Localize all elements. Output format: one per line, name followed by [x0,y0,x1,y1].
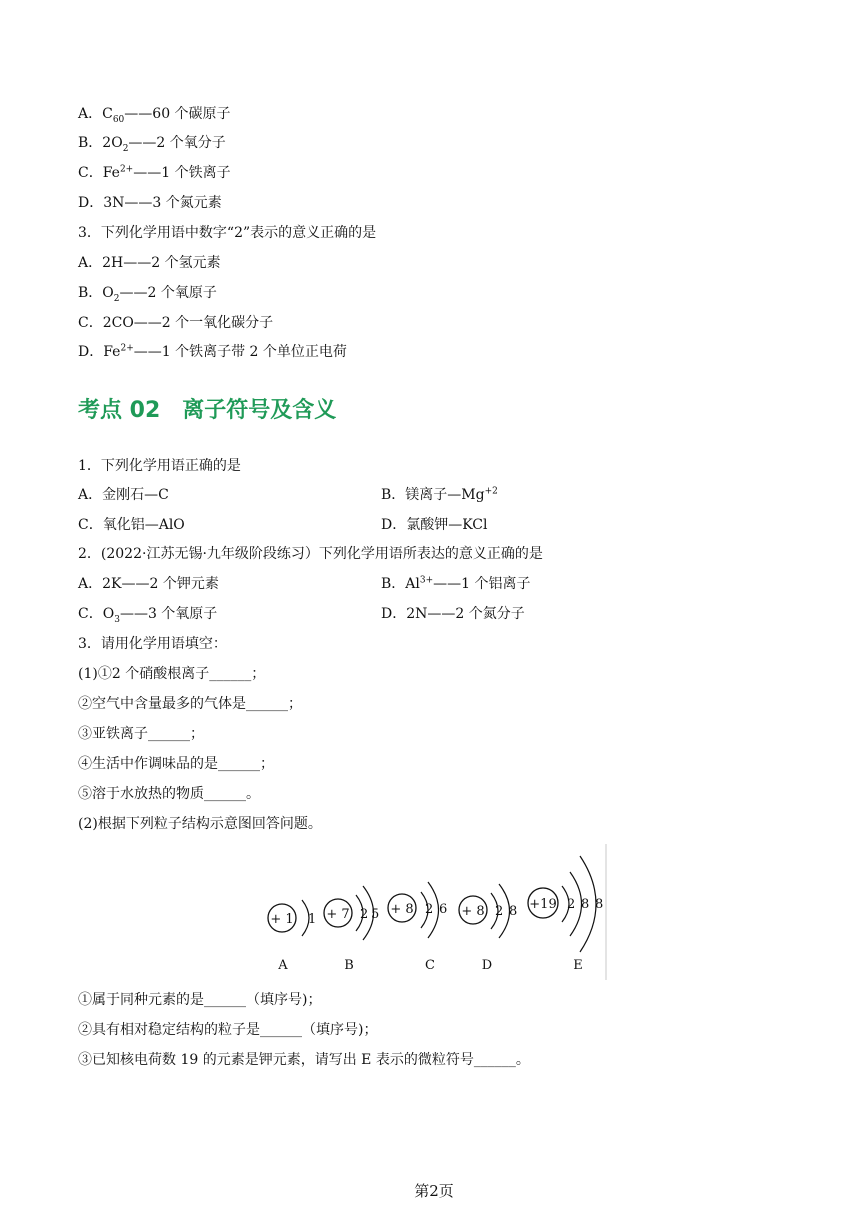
particle-e [528,856,603,973]
particle-structure-diagram [250,842,620,982]
particle-label: C [425,958,435,973]
option-d: D．$Fe^{2+}——1$ 个铁离子带 2 个单位正电荷 [78,343,347,360]
nucleus-label: + 1 [270,912,294,927]
particle-label: B [344,958,354,973]
particle-d [459,884,517,973]
option-a: A．2H——2 个氢元素 [78,255,221,271]
option-d: D．3N——3 个氮元素 [78,195,222,211]
fill-blank-item: ②空气中含量最多的气体是______； [78,696,302,712]
option-a: A．$C_{60}——60$ 个碳原子 [78,106,231,125]
fill-blank-item: (1)①2 个硝酸根离子______； [78,666,266,682]
option-c: C．$Fe^{2+}——1$ 个铁离子 [78,164,231,181]
fill-blank-item: ③亚铁离子______； [78,726,204,742]
shell-count: 2 [567,897,576,912]
option-d: D．氯酸钾—KCl [381,517,488,533]
fill-blank-item: ③已知核电荷数 19 的元素是钾元素，请写出 E 表示的微粒符号______。 [78,1052,530,1068]
option-a: A．金刚石—C [78,487,169,503]
shell-count: 6 [439,902,448,917]
particle-label: E [573,958,583,973]
particle-a [268,900,316,973]
question-stem: 1．下列化学用语正确的是 [78,458,241,474]
option-c: C．2CO——2 个一氧化碳分子 [78,315,274,331]
fill-blank-item: (2)根据下列粒子结构示意图回答问题。 [78,816,322,832]
particle-c [388,882,447,973]
shell-count: 1 [308,912,317,927]
fill-blank-item: ②具有相对稳定结构的粒子是______（填序号)； [78,1022,378,1038]
option-c: C．$O_3——3$ 个氧原子 [78,606,218,625]
section-heading: 考点 02 离子符号及含义 [78,398,337,423]
question-stem: 3．下列化学用语中数字“2”表示的意义正确的是 [78,225,377,241]
particle-label: D [481,958,493,973]
shell-count: 2 [495,904,504,919]
nucleus-label: +19 [529,897,557,912]
particle-label: A [278,958,288,973]
question-stem: 3．请用化学用语填空： [78,636,227,652]
shell-count: 2 [360,907,369,922]
fill-blank-item: ⑤溶于水放热的物质______。 [78,786,260,802]
option-b: B．$O_2——2$ 个氧原子 [78,285,217,304]
option-b: B．$Al^{3+}——1$ 个铝离子 [381,575,531,592]
option-b: B．$2O_2——2$ 个氧分子 [78,135,226,154]
question-stem: 2．(2022·江苏无锡·九年级阶段练习）下列化学用语所表达的意义正确的是 [78,546,543,562]
fill-blank-item: ④生活中作调味品的是______； [78,756,274,772]
shell-count: 8 [595,897,604,912]
option-b: B．镁离子$—Mg^{+2}$ [381,486,498,503]
option-a: A．2K——2 个钾元素 [78,576,219,592]
nucleus-label: + 8 [461,904,485,919]
page-number: 第2页 [414,1182,454,1200]
option-c: C．氧化铝—AlO [78,517,185,533]
option-d: D．2N——2 个氮分子 [381,606,525,622]
shell-count: 8 [509,904,518,919]
nucleus-label: + 8 [390,902,414,917]
nucleus-label: + 7 [326,907,350,922]
shell-count: 5 [371,907,380,922]
fill-blank-item: ①属于同种元素的是______（填序号)； [78,992,322,1008]
particle-b [324,886,379,973]
shell-count: 8 [581,897,590,912]
shell-count: 2 [425,902,434,917]
